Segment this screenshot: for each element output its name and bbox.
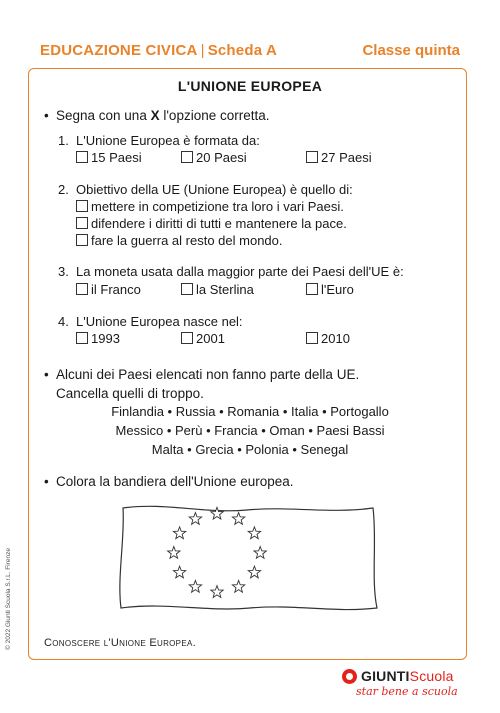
page-title: L'UNIONE EUROPEA (177, 78, 323, 94)
question-text: L'Unione Europea nasce nel: (76, 314, 243, 329)
question-text: La moneta usata dalla maggior parte dei Paesi dell'UE è: (76, 264, 404, 279)
flag-shape (120, 506, 377, 609)
bullet-icon: • (44, 474, 49, 489)
question-4 (58, 313, 243, 331)
q1-option-3[interactable] (306, 149, 372, 166)
q1-option-2[interactable] (181, 149, 247, 166)
q2-option-2[interactable] (76, 215, 347, 232)
option-label: 27 Paesi (321, 150, 372, 165)
page-header (40, 42, 460, 62)
instruction-text-end: l'opzione corretta. (159, 108, 270, 123)
bullet-icon: • (44, 108, 49, 123)
option-label: il Franco (91, 282, 141, 297)
logo-brand (361, 668, 454, 684)
brand-accent: Scuola (409, 668, 454, 684)
question-3 (58, 263, 404, 281)
bullet-icon: • (44, 367, 49, 382)
brand-main: GIUNTI (361, 668, 410, 684)
option-label: fare la guerra al resto del mondo. (91, 233, 283, 248)
q2-option-1[interactable] (76, 198, 344, 215)
sheet-label: Scheda A (207, 42, 278, 59)
logo-mark-icon (342, 669, 357, 684)
footer-note: Conoscere l'Unione Europea. (44, 637, 196, 649)
option-label: 15 Paesi (91, 150, 142, 165)
q4-option-2[interactable] (181, 330, 225, 347)
header-separator: | (200, 42, 205, 59)
option-label: difendere i diritti di tutti e mantenere la pace. (91, 216, 347, 231)
option-label: l'Euro (321, 282, 354, 297)
exercise1-instruction (44, 106, 270, 125)
instruction-mark: X (150, 108, 160, 123)
grade-label: Classe quinta (362, 42, 460, 59)
q3-option-3[interactable] (306, 281, 354, 298)
question-number: 4. (58, 314, 69, 329)
checkbox[interactable] (306, 332, 318, 344)
countries-row-3[interactable]: Malta • Grecia • Polonia • Senegal (151, 442, 349, 457)
checkbox[interactable] (76, 332, 88, 344)
exercise2-instruction (44, 365, 359, 403)
logo-tagline: star bene a scuola (356, 685, 458, 698)
checkbox[interactable] (306, 151, 318, 163)
instruction-line-1: Alcuni dei Paesi elencati non fanno parte della UE. (56, 367, 360, 382)
instruction-text: Colora la bandiera dell'Unione europea. (56, 474, 294, 489)
option-label: la Sterlina (196, 282, 254, 297)
option-label: 2010 (321, 331, 350, 346)
question-number: 1. (58, 133, 69, 148)
subject-label: EDUCAZIONE CIVICA (40, 42, 198, 59)
eu-flag-outline[interactable] (115, 500, 380, 615)
question-text: Obiettivo della UE (Unione Europea) è quello di: (76, 182, 353, 197)
exercise3-instruction (44, 472, 294, 491)
instruction-line-2: Cancella quelli di troppo. (56, 386, 204, 401)
giunti-scuola-logo (342, 669, 462, 709)
q1-option-1[interactable] (76, 149, 142, 166)
q3-option-2[interactable] (181, 281, 254, 298)
question-number: 2. (58, 182, 69, 197)
header-subject (40, 42, 277, 59)
option-label: 2001 (196, 331, 225, 346)
checkbox[interactable] (76, 151, 88, 163)
checkbox[interactable] (76, 283, 88, 295)
q4-option-1[interactable] (76, 330, 120, 347)
q2-option-3[interactable] (76, 232, 283, 249)
option-label: mettere in competizione tra loro i vari Paesi. (91, 199, 344, 214)
checkbox[interactable] (306, 283, 318, 295)
option-label: 20 Paesi (196, 150, 247, 165)
checkbox[interactable] (181, 332, 193, 344)
instruction-text: Segna con una (56, 108, 151, 123)
question-text: L'Unione Europea è formata da: (76, 133, 260, 148)
countries-list (0, 402, 500, 459)
question-2 (58, 181, 353, 199)
q3-option-1[interactable] (76, 281, 141, 298)
countries-row-2[interactable]: Messico • Perù • Francia • Oman • Paesi Bassi (115, 423, 385, 438)
question-number: 3. (58, 264, 69, 279)
question-1 (58, 132, 260, 150)
copyright-text: © 2022 Giunti Scuola S.r.L. Firenze (5, 548, 12, 650)
checkbox[interactable] (181, 283, 193, 295)
countries-row-1[interactable]: Finlandia • Russia • Romania • Italia • Portogallo (111, 404, 389, 419)
option-label: 1993 (91, 331, 120, 346)
q4-option-3[interactable] (306, 330, 350, 347)
checkbox[interactable] (76, 200, 88, 212)
checkbox[interactable] (76, 217, 88, 229)
checkbox[interactable] (181, 151, 193, 163)
checkbox[interactable] (76, 234, 88, 246)
